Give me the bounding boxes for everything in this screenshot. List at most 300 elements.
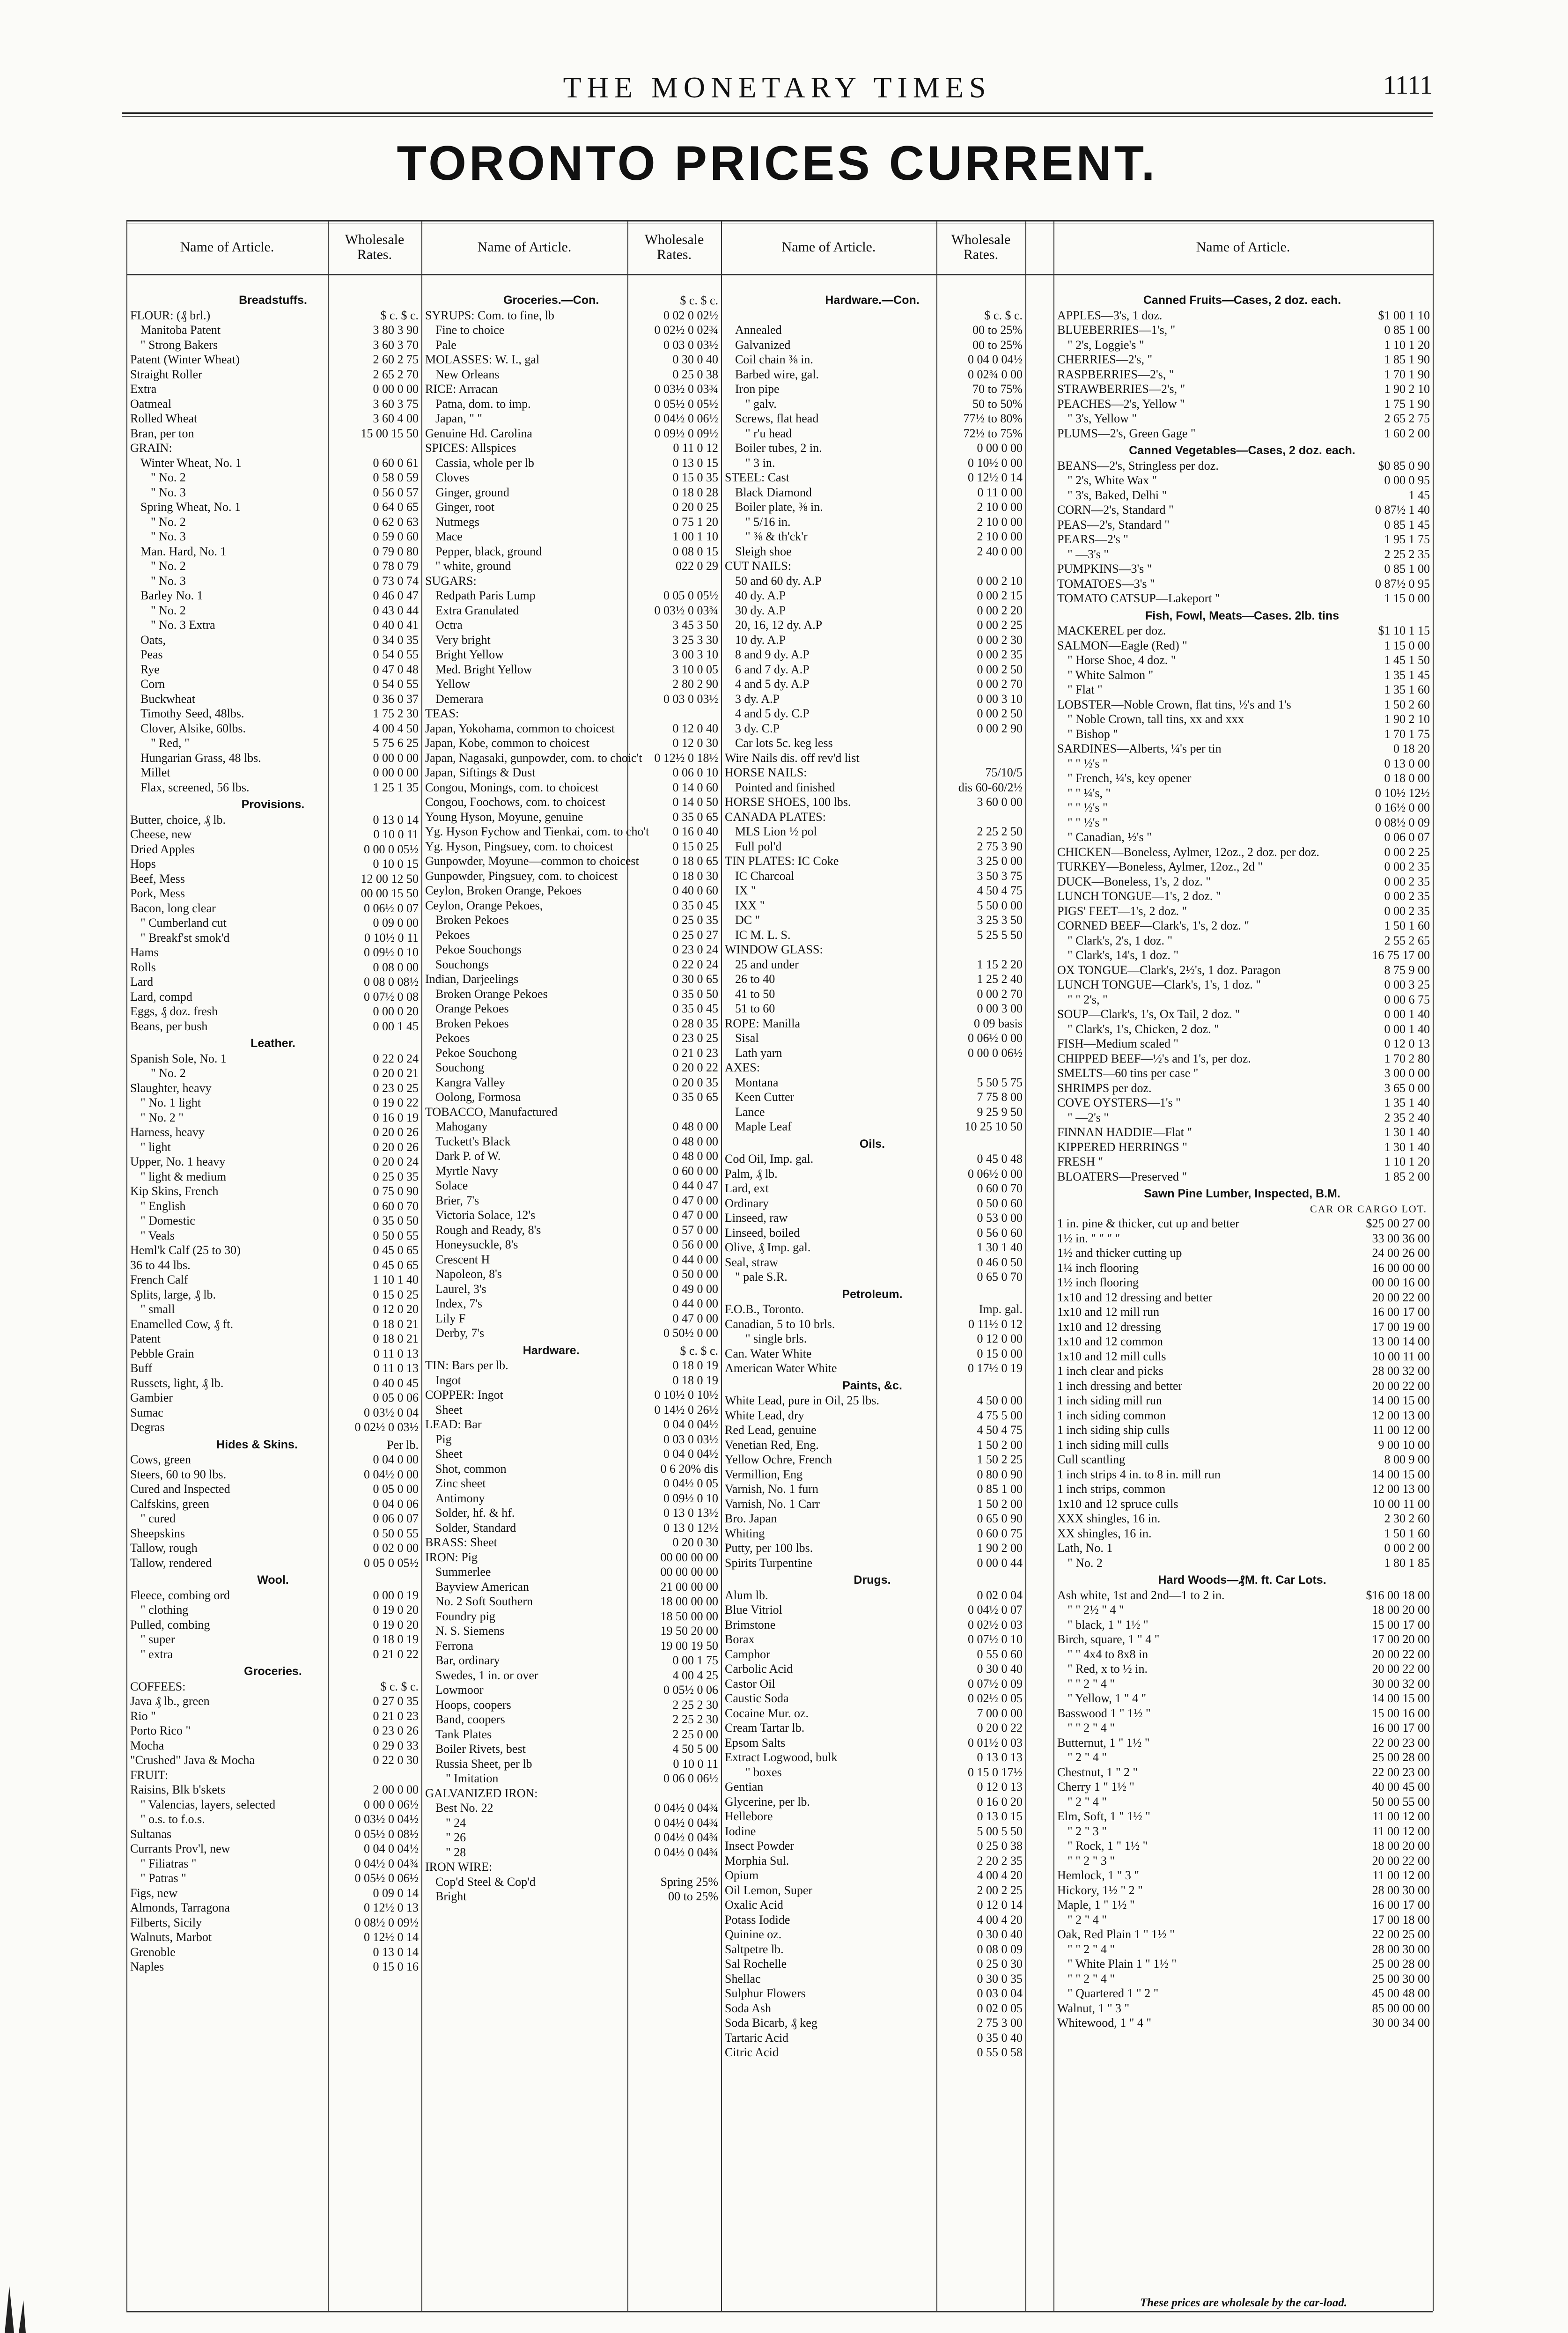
price-row: [725, 721, 1023, 736]
article-name: Clover, Alsike, 60lbs.: [140, 721, 246, 735]
article-name: Nutmegs: [435, 515, 479, 529]
price-row: [1057, 918, 1430, 933]
article-name: Bacon, long clear: [130, 901, 216, 915]
price-row: [725, 692, 1023, 707]
price-row: [725, 1255, 1023, 1270]
article-name: " galv.: [745, 397, 777, 411]
wholesale-rate: 0 04½ 0 04¾: [654, 1831, 718, 1844]
wholesale-rate: 4 75 5 00: [977, 1408, 1023, 1422]
price-row: [130, 1213, 419, 1228]
article-name: Pork, Mess: [130, 886, 185, 900]
wholesale-rate: 0 17½ 0 19: [968, 1361, 1023, 1375]
wholesale-rate: 0 10 0 11: [673, 1757, 718, 1771]
price-row: [425, 780, 718, 795]
section-title: Wool.: [257, 1573, 289, 1587]
wholesale-rate: 30 00 34 00: [1372, 2016, 1430, 2030]
wholesale-rate: 18 00 20 00: [1372, 1839, 1430, 1853]
article-name: Fine to choice: [435, 323, 505, 337]
wholesale-rate: 5 50 5 75: [977, 1075, 1023, 1089]
wholesale-rate: 0 00 0 00: [373, 382, 419, 396]
article-name: Millet: [140, 766, 170, 779]
wholesale-rate: 15 00 16 00: [1372, 1706, 1430, 1720]
article-name: FISH—Medium scaled ": [1057, 1037, 1179, 1050]
wholesale-rate: 0 00 0 06½: [364, 1797, 419, 1811]
wholesale-rate: 3 80 3 90: [373, 323, 419, 337]
wholesale-rate: 0 22 0 24: [672, 957, 718, 971]
price-row: [130, 500, 419, 515]
price-row: [1057, 591, 1430, 606]
wholesale-rate: 0 60 0 00: [672, 1164, 718, 1178]
article-name: Galvanized: [735, 338, 791, 352]
price-row: [725, 1588, 1023, 1603]
wholesale-rate: 16 00 00 00: [1372, 1261, 1430, 1275]
article-name: Sal Rochelle: [725, 1957, 787, 1971]
price-row: [1057, 547, 1430, 562]
price-row: [130, 1110, 419, 1125]
article-name: Lath, No. 1: [1057, 1541, 1113, 1555]
wholesale-rate: 8 00 9 00: [1384, 1453, 1430, 1466]
wholesale-rate: $ c. $ c.: [380, 1679, 419, 1693]
wholesale-rate: 5 00 5 50: [977, 1824, 1023, 1838]
wholesale-rate: 1 30 1 40: [1384, 1140, 1430, 1154]
price-row: [725, 1408, 1023, 1423]
article-name: Pekoes: [435, 928, 470, 942]
article-name: Lard, ext: [725, 1181, 769, 1195]
wholesale-rate: 3 60 4 00: [373, 412, 419, 425]
wholesale-rate: 0 03 0 04: [977, 1986, 1023, 2000]
price-row: [425, 1403, 718, 1418]
price-row: [130, 1827, 419, 1842]
price-row: [725, 913, 1023, 928]
article-name: MLS Lion ½ pol: [735, 825, 817, 838]
wholesale-rate: 0 44 0 47: [672, 1179, 718, 1192]
article-name: FLOUR: (₰ brl.): [130, 308, 211, 322]
wholesale-rate: [416, 1768, 419, 1783]
price-row: [130, 662, 419, 677]
price-row: [1057, 1051, 1430, 1066]
article-name: KIPPERED HERRINGS ": [1057, 1140, 1187, 1154]
price-row: [1057, 977, 1430, 992]
price-row: [1057, 786, 1430, 801]
price-row: [425, 1535, 718, 1550]
header-bottom-rule: [126, 274, 1433, 275]
section-title: Groceries.: [244, 1665, 302, 1678]
article-name: Yellow Ochre, French: [725, 1453, 832, 1466]
article-name: Hams: [130, 945, 159, 959]
article-name: STRAWBERRIES—2's, ": [1057, 382, 1185, 396]
article-name: Barley No. 1: [140, 589, 203, 602]
article-name: Peas: [140, 648, 163, 661]
column-divider: [721, 220, 722, 2311]
price-row: [130, 485, 419, 500]
price-row: [130, 1723, 419, 1738]
article-name: 1 inch siding ship culls: [1057, 1423, 1170, 1437]
wholesale-rate: 0 04 0 04½: [663, 1418, 718, 1431]
price-row: [425, 367, 718, 382]
wholesale-rate: 0 75 0 90: [373, 1184, 419, 1198]
wholesale-rate: 1 45: [1408, 488, 1430, 502]
price-row: [1057, 1408, 1430, 1423]
article-name: Tallow, rendered: [130, 1556, 212, 1570]
wholesale-rate: 0 45 0 48: [977, 1152, 1023, 1166]
article-name: Cull scantling: [1057, 1453, 1126, 1466]
article-name: SPICES: Allspices: [425, 441, 516, 455]
section-title: Groceries.—Con.: [503, 294, 599, 307]
article-name: Mocha: [130, 1738, 164, 1752]
article-name: 1x10 and 12 spruce culls: [1057, 1497, 1178, 1511]
price-row: [1057, 1261, 1430, 1276]
price-row: [425, 957, 718, 972]
article-name: Solder, hf. & hf.: [435, 1506, 515, 1520]
wholesale-rate: 0 23 0 25: [373, 1081, 419, 1095]
price-row: [425, 382, 718, 397]
price-row: [425, 1506, 718, 1521]
article-name: CORNED BEEF—Clark's, 1's, 2 doz. ": [1057, 919, 1249, 932]
article-name: Walnuts, Marbot: [130, 1930, 212, 1944]
price-row: [1057, 1110, 1430, 1125]
wholesale-rate: 0 13 0 14: [373, 812, 419, 827]
price-row: [425, 1252, 718, 1267]
price-row: [725, 1105, 1023, 1120]
price-row: [725, 2045, 1023, 2060]
wholesale-rate: 1 50 2 00: [977, 1438, 1023, 1452]
price-row: [425, 1296, 718, 1311]
wholesale-rate: 0 03 0 03½: [663, 338, 718, 352]
wholesale-rate: 0 48 0 00: [672, 1120, 718, 1133]
wholesale-rate: 0 47 0 48: [373, 662, 419, 676]
article-name: White Lead, pure in Oil, 25 lbs.: [725, 1394, 879, 1407]
article-name: Brier, 7's: [435, 1193, 479, 1207]
price-row: [725, 1152, 1023, 1166]
article-name: Oxalic Acid: [725, 1898, 783, 1912]
wholesale-rate: 1 50 2 00: [977, 1497, 1023, 1511]
section-heading: [130, 1036, 419, 1051]
article-name: Tallow, rough: [130, 1541, 198, 1555]
wholesale-rate: 28 00 30 00: [1372, 1942, 1430, 1956]
wholesale-rate: 0 02 0 04: [977, 1588, 1023, 1602]
wholesale-rate: 11 00 12 00: [1372, 1423, 1430, 1437]
article-name: Bright: [435, 1890, 467, 1903]
wholesale-rate: 0 06½ 0 07: [364, 901, 419, 915]
article-name: Glycerine, per lb.: [725, 1794, 810, 1809]
wholesale-rate: 16 00 17 00: [1372, 1721, 1430, 1735]
wholesale-rate: 4 00 4 20: [977, 1868, 1023, 1882]
wholesale-rate: 1 10 1 20: [1384, 338, 1430, 352]
price-row: [425, 1358, 718, 1373]
article-name: WINDOW GLASS:: [725, 943, 823, 956]
article-name: 25 and under: [735, 957, 799, 971]
article-name: Broken Pekoes: [435, 1016, 509, 1030]
wholesale-rate: 2 10 0 00: [977, 530, 1023, 543]
wholesale-rate: 00 to 25%: [972, 338, 1023, 352]
article-name: Whiting: [725, 1526, 765, 1540]
wholesale-rate: 0 16½ 0 00: [1375, 801, 1430, 814]
article-name: Screws, flat head: [735, 412, 819, 425]
article-name: CHICKEN—Boneless, Aylmer, 12oz., 2 doz. per doz.: [1057, 845, 1319, 859]
price-row: [130, 945, 419, 960]
wholesale-rate: 0 25 0 38: [672, 367, 718, 381]
wholesale-rate: 0 00 2 10: [977, 574, 1023, 588]
article-name: " 28: [446, 1845, 466, 1859]
wholesale-rate: 0 18 0 00: [1384, 771, 1430, 785]
section-heading: [725, 1573, 1023, 1588]
article-name: Hops: [130, 857, 156, 871]
price-row: [425, 839, 718, 854]
price-row: [1057, 1750, 1430, 1765]
article-name: French Calf: [130, 1273, 188, 1286]
wholesale-rate: 10 00 11 00: [1372, 1497, 1430, 1511]
article-name: Gentian: [725, 1780, 764, 1794]
wholesale-rate: 0 09 0 00: [373, 916, 419, 930]
article-name: PIGS' FEET—1's, 2 doz. ": [1057, 904, 1187, 918]
article-name: " Patras ": [140, 1871, 186, 1885]
wholesale-rate: 3 60 0 00: [977, 795, 1023, 809]
article-name: 1 inch siding mill culls: [1057, 1438, 1169, 1452]
price-row: [1057, 653, 1430, 668]
price-row: [425, 1550, 718, 1565]
wholesale-rate: 0 48 0 00: [672, 1149, 718, 1163]
article-name: Ceylon, Broken Orange, Pekoes: [425, 884, 582, 897]
price-row: [1057, 411, 1430, 426]
wholesale-rate: $ c. $ c.: [380, 308, 419, 322]
price-row: [130, 1258, 419, 1273]
price-row: [130, 1945, 419, 1960]
wholesale-rate: 0 65 0 90: [977, 1512, 1023, 1525]
price-row: [725, 1016, 1023, 1031]
wholesale-rate: 0 60 0 70: [373, 1199, 419, 1213]
wholesale-rate: 0 80 0 90: [977, 1467, 1023, 1481]
price-row: [130, 603, 419, 618]
wholesale-rate: 2 25 2 30: [672, 1713, 718, 1726]
section-title: Leather.: [250, 1037, 295, 1050]
price-row: [725, 677, 1023, 692]
price-row: [130, 1602, 419, 1617]
section-title: Provisions.: [241, 798, 305, 811]
article-name: Pekoe Souchongs: [435, 943, 522, 956]
article-name: " " ½'s ": [1067, 801, 1108, 814]
article-name: Young Hyson, Moyune, genuine: [425, 810, 583, 824]
footer-note-holder: [1057, 2295, 1430, 2310]
price-row: [130, 901, 419, 916]
article-name: " English: [140, 1199, 186, 1213]
article-name: 26 to 40: [735, 972, 775, 986]
article-name: 1 inch clear and picks: [1057, 1364, 1163, 1378]
wholesale-rate: 0 08 0 08½: [364, 975, 419, 989]
article-name: 1½ inch flooring: [1057, 1276, 1139, 1289]
price-row: [1057, 1379, 1430, 1394]
price-row: [725, 957, 1023, 972]
price-row: [425, 1801, 718, 1816]
article-name: Java ₰ lb., green: [130, 1694, 210, 1708]
article-name: Winter Wheat, No. 1: [140, 456, 242, 470]
article-name: Spring Wheat, No. 1: [140, 500, 241, 514]
section-heading: [725, 1379, 1023, 1394]
article-name: Corn: [140, 677, 165, 691]
price-row: [130, 1782, 419, 1797]
price-row: [1057, 517, 1430, 532]
price-row: [130, 1467, 419, 1482]
price-row: [425, 692, 718, 707]
article-name: Elm, Soft, 1 " 1½ ": [1057, 1809, 1150, 1823]
wholesale-rate: 33 00 36 00: [1372, 1231, 1430, 1245]
article-name: Can. Water White: [725, 1346, 812, 1360]
price-row: [130, 812, 419, 827]
article-name: " 3 in.: [745, 456, 775, 470]
article-name: " single brls.: [745, 1332, 807, 1345]
wholesale-rate: 0 00 2 35: [1384, 904, 1430, 918]
price-row: [1057, 1971, 1430, 1986]
wholesale-rate: [1020, 942, 1023, 957]
wholesale-rate: 0 23 0 25: [672, 1031, 718, 1045]
price-row: [1057, 1838, 1430, 1853]
wholesale-rate: 0 85 1 00: [1384, 323, 1430, 337]
price-row: [1057, 1125, 1430, 1140]
price-row: [1057, 948, 1430, 963]
wholesale-rate: 0 12 0 40: [672, 721, 718, 735]
article-name: Ferrona: [435, 1639, 473, 1653]
price-row: [425, 765, 718, 780]
wholesale-rate: 0 56 0 00: [672, 1238, 718, 1251]
price-row: [425, 1816, 718, 1831]
price-row: [425, 1875, 718, 1890]
price-row: [1057, 1541, 1430, 1556]
column-divider: [1053, 220, 1054, 2311]
wholesale-rate: [1020, 559, 1023, 574]
wholesale-rate: 0 20 0 24: [373, 1155, 419, 1168]
wholesale-rate: 00 00 16 00: [1372, 1276, 1430, 1289]
article-name: Yg. Hyson, Pingsuey, com. to choicest: [425, 839, 613, 853]
price-row: [725, 1497, 1023, 1512]
article-name: Extract Logwood, bulk: [725, 1750, 838, 1764]
wholesale-rate: 0 03½ 0 03¾: [654, 603, 718, 617]
article-name: " cured: [140, 1512, 176, 1525]
article-name: Steers, 60 to 90 lbs.: [130, 1467, 227, 1481]
article-name: Raisins, Blk b'skets: [130, 1783, 226, 1796]
section-heading: [130, 1438, 419, 1453]
wholesale-rate: [416, 797, 419, 812]
wholesale-rate: 0 60 0 70: [977, 1181, 1023, 1195]
wholesale-rate: 25 00 30 00: [1372, 1971, 1430, 1986]
price-row: [425, 603, 718, 618]
wholesale-rate: 28 00 32 00: [1372, 1364, 1430, 1378]
wholesale-rate: 19 00 19 50: [660, 1639, 718, 1653]
wholesale-rate: 3 50 3 75: [977, 869, 1023, 883]
wholesale-rate: 0 03 0 03½: [663, 1432, 718, 1446]
article-name: Iron pipe: [735, 382, 780, 396]
article-name: RICE: Arracan: [425, 382, 498, 396]
article-name: Degras: [130, 1420, 165, 1434]
article-name: TOBACCO, Manufactured: [425, 1105, 558, 1119]
article-name: " light & medium: [140, 1169, 227, 1183]
wholesale-rate: 7 75 8 00: [977, 1090, 1023, 1104]
price-row: [425, 810, 718, 825]
price-row: [1057, 352, 1430, 367]
price-row: [130, 352, 419, 367]
wholesale-rate: 75/10/5: [985, 766, 1023, 779]
wholesale-rate: Imp. gal.: [979, 1302, 1023, 1316]
article-name: 50 and 60 dy. A.P: [735, 574, 822, 588]
wholesale-rate: 1 45 1 50: [1384, 653, 1430, 667]
wholesale-rate: 0 07½ 0 08: [364, 989, 419, 1004]
wholesale-rate: 70 to 75%: [972, 382, 1023, 396]
wholesale-rate: [715, 1786, 718, 1801]
article-name: Sheet: [435, 1403, 463, 1417]
price-row: [130, 1452, 419, 1467]
wholesale-rate: 0 54 0 55: [373, 648, 419, 661]
article-name: Congou, Monings, com. to choicest: [425, 780, 599, 794]
price-row: [425, 1889, 718, 1904]
article-name: Basswood 1 " 1½ ": [1057, 1706, 1151, 1720]
article-name: Rolls: [130, 960, 156, 974]
wholesale-rate: 0 28 0 35: [672, 1016, 718, 1030]
wholesale-rate: 0 00 2 35: [1384, 860, 1430, 873]
price-row: [425, 1845, 718, 1860]
wholesale-rate: 2 30 2 60: [1384, 1512, 1430, 1525]
price-row: [130, 886, 419, 901]
price-row: [130, 1959, 419, 1974]
wholesale-rate: 15 00 15 50: [361, 426, 419, 440]
article-name: " " 2 " 4 ": [1067, 1676, 1115, 1691]
article-name: Victoria Solace, 12's: [435, 1208, 536, 1222]
article-name: Boiler tubes, 2 in.: [735, 441, 822, 455]
article-name: Orange Pekoes: [435, 1002, 509, 1015]
article-name: Venetian Red, Eng.: [725, 1438, 819, 1452]
article-name: Eggs, ₰ doz. fresh: [130, 1004, 218, 1018]
price-row: [1057, 830, 1430, 845]
wholesale-rate: [1427, 609, 1430, 624]
price-row: [130, 1886, 419, 1901]
price-row: [725, 1986, 1023, 2001]
wholesale-rate: 0 00 0 00: [977, 441, 1023, 455]
wholesale-rate: 3 45 3 50: [672, 618, 718, 632]
article-name: 6 and 7 dy. A.P: [735, 662, 810, 676]
article-name: BLUEBERRIES—1's, ": [1057, 323, 1176, 337]
wholesale-rate: 2 60 2 75: [373, 353, 419, 366]
price-row: [425, 1447, 718, 1462]
article-name: 1 inch strips 4 in. to 8 in. mill run: [1057, 1467, 1221, 1481]
section-title: Oils.: [859, 1137, 885, 1151]
article-name: Heml'k Calf (25 to 30): [130, 1243, 241, 1257]
wholesale-rate: [1020, 1060, 1023, 1075]
article-name: Castor Oil: [725, 1676, 775, 1691]
wholesale-rate: 0 06 0 10: [672, 766, 718, 779]
article-name: Butternut, 1 " 1½ ": [1057, 1735, 1150, 1750]
wholesale-rate: 0 62 0 63: [373, 515, 419, 529]
article-name: MACKEREL per doz.: [1057, 624, 1166, 637]
price-row: [1057, 532, 1430, 547]
wholesale-rate: 0 30 0 35: [977, 1971, 1023, 1986]
price-row: [725, 810, 1023, 825]
wholesale-rate: 0 58 0 59: [373, 471, 419, 484]
article-name: Lard, compd: [130, 989, 192, 1004]
wholesale-rate: 3 25 0 00: [977, 854, 1023, 868]
article-name: Insect Powder: [725, 1839, 795, 1853]
price-row: [1057, 576, 1430, 591]
wholesale-rate: 4 50 4 75: [977, 884, 1023, 897]
wholesale-rate: 0 57 0 00: [672, 1223, 718, 1237]
wholesale-rate: 0 10 0 15: [373, 857, 419, 871]
article-name: American Water White: [725, 1361, 837, 1375]
article-name: HORSE SHOES, 100 lbs.: [725, 795, 851, 809]
article-name: Zinc sheet: [435, 1477, 486, 1490]
price-row: [1057, 727, 1430, 742]
wholesale-rate: 50 00 55 00: [1372, 1794, 1430, 1809]
price-row: [130, 426, 419, 441]
article-name: Sisal: [735, 1031, 759, 1045]
article-name: Japan, Siftings & Dust: [425, 766, 536, 779]
article-name: " Valencias, layers, selected: [140, 1797, 276, 1811]
article-name: Soda Bicarb, ₰ keg: [725, 2016, 817, 2030]
